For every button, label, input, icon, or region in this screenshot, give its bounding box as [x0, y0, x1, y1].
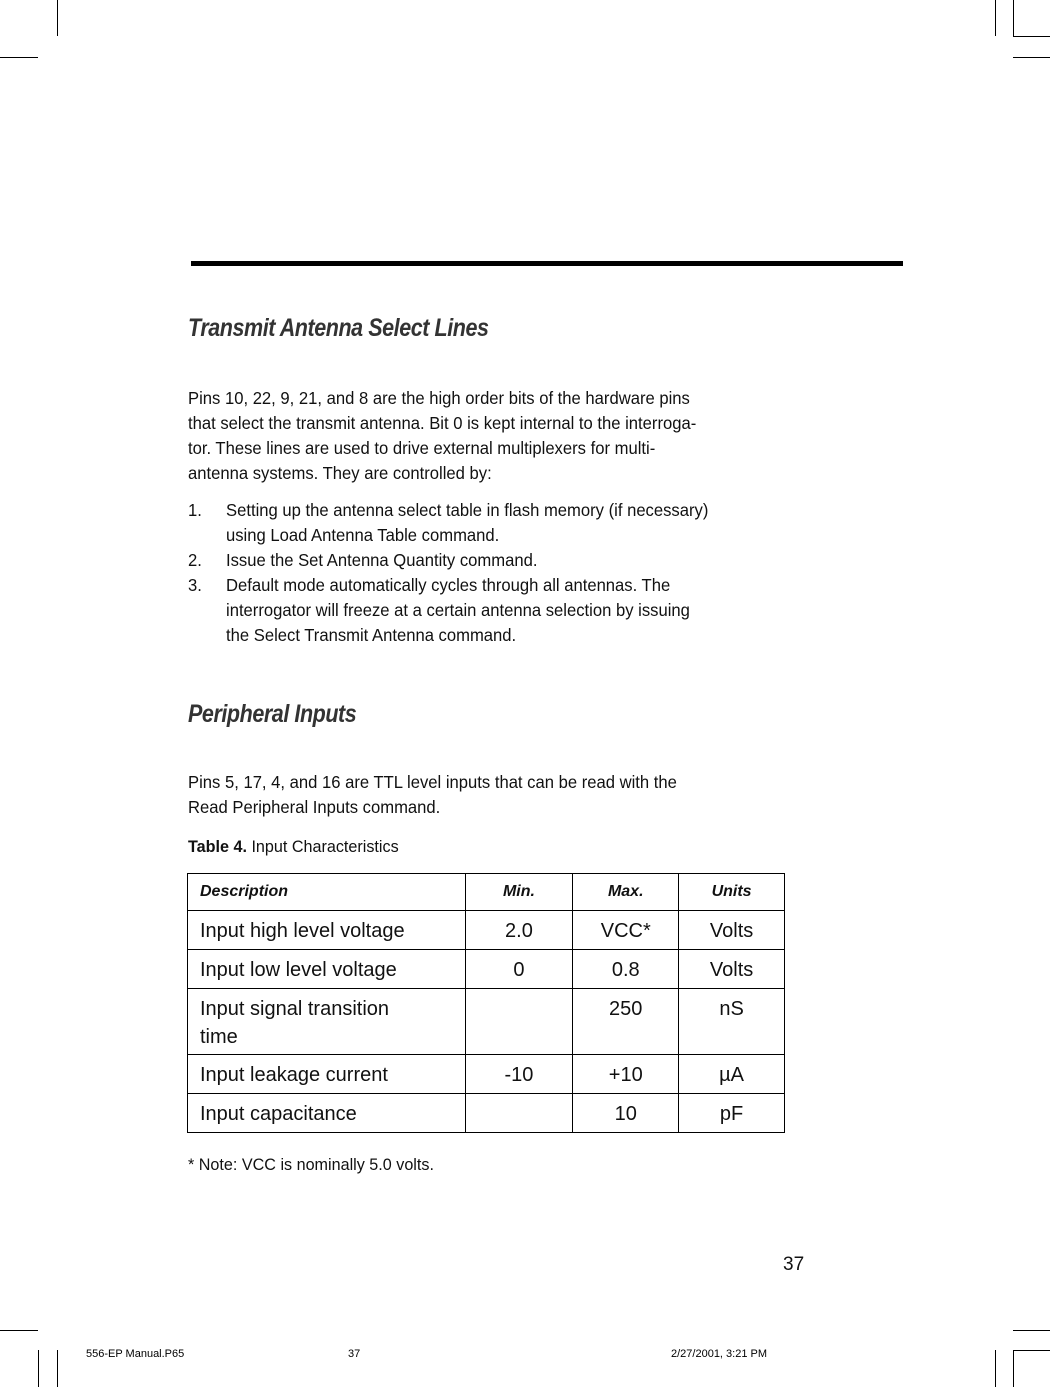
- transmit-antenna-paragraph: [188, 386, 796, 486]
- control-steps-list: [188, 498, 796, 648]
- table-row: [188, 950, 785, 989]
- list-number: 2.: [188, 550, 202, 570]
- cell-description: [188, 989, 466, 1055]
- cell-units: nS: [679, 989, 785, 1055]
- cell-description: Input low level voltage: [188, 950, 466, 989]
- peripheral-inputs-paragraph: [188, 770, 796, 820]
- cell-description-line: Input signal transition: [200, 998, 390, 1020]
- paragraph-line: antenna systems. They are controlled by:: [188, 463, 492, 483]
- cell-min: [465, 1094, 573, 1133]
- table-header-row: [188, 874, 785, 911]
- table-caption: [188, 834, 399, 859]
- column-header-max: Max.: [573, 874, 679, 911]
- crop-mark: [38, 1350, 39, 1387]
- column-header-description: Description: [188, 874, 466, 911]
- cell-max: VCC*: [573, 911, 679, 950]
- column-header-units: Units: [679, 874, 785, 911]
- cell-description: Input high level voltage: [188, 911, 466, 950]
- input-characteristics-table: [187, 873, 785, 1133]
- cell-units: Volts: [679, 950, 785, 989]
- list-line: interrogator will freeze at a certain antenna selection by issuing: [226, 600, 690, 620]
- crop-mark: [1013, 1350, 1014, 1387]
- crop-mark: [995, 0, 996, 36]
- section-heading-transmit-antenna: Transmit Antenna Select Lines: [188, 314, 489, 342]
- cell-units: Volts: [679, 911, 785, 950]
- footer-filename: 556-EP Manual.P65: [86, 1348, 185, 1360]
- table-caption-label: Table 4.: [188, 837, 247, 856]
- cell-min: 2.0: [465, 911, 573, 950]
- section-heading-peripheral-inputs: Peripheral Inputs: [188, 700, 357, 728]
- column-header-min: Min.: [465, 874, 573, 911]
- list-item: [188, 573, 796, 648]
- cell-min: 0: [465, 950, 573, 989]
- list-item: [188, 548, 796, 573]
- crop-mark: [0, 57, 38, 58]
- crop-mark: [0, 1330, 38, 1331]
- list-line: Default mode automatically cycles through all antennas. The: [226, 575, 671, 595]
- list-line: Issue the Set Antenna Quantity command.: [226, 550, 538, 570]
- page-number: 37: [783, 1254, 805, 1275]
- table-caption-text: Input Characteristics: [251, 837, 399, 856]
- table-row: [188, 1094, 785, 1133]
- crop-mark: [57, 1350, 58, 1387]
- cell-description-line: time: [200, 1026, 238, 1048]
- cell-max: 10: [573, 1094, 679, 1133]
- paragraph-line: Read Peripheral Inputs command.: [188, 797, 441, 817]
- cell-units: µA: [679, 1055, 785, 1094]
- paragraph-line: that select the transmit antenna. Bit 0 is kept internal to the interroga-: [188, 413, 697, 433]
- cell-max: 0.8: [573, 950, 679, 989]
- list-line: Setting up the antenna select table in flash memory (if necessary): [226, 500, 709, 520]
- list-item: [188, 498, 796, 548]
- cell-units: pF: [679, 1094, 785, 1133]
- crop-mark: [1013, 1350, 1050, 1351]
- crop-mark: [1013, 57, 1050, 58]
- crop-mark: [57, 0, 58, 36]
- top-rule: [191, 261, 903, 266]
- cell-max: +10: [573, 1055, 679, 1094]
- footer-timestamp: 2/27/2001, 3:21 PM: [671, 1348, 768, 1360]
- crop-mark: [1013, 36, 1050, 37]
- cell-min: -10: [465, 1055, 573, 1094]
- paragraph-line: Pins 5, 17, 4, and 16 are TTL level inputs that can be read with the: [188, 772, 677, 792]
- cell-description: Input capacitance: [188, 1094, 466, 1133]
- paragraph-line: tor. These lines are used to drive external multiplexers for multi-: [188, 438, 656, 458]
- crop-mark: [995, 1350, 996, 1387]
- table-row: [188, 911, 785, 950]
- list-line: the Select Transmit Antenna command.: [226, 625, 517, 645]
- footer-page: 37: [348, 1348, 361, 1360]
- table-row: [188, 989, 785, 1055]
- paragraph-line: Pins 10, 22, 9, 21, and 8 are the high order bits of the hardware pins: [188, 388, 690, 408]
- table-note: * Note: VCC is nominally 5.0 volts.: [188, 1155, 434, 1174]
- list-number: 3.: [188, 575, 202, 595]
- table-row: [188, 1055, 785, 1094]
- cell-description: Input leakage current: [188, 1055, 466, 1094]
- cell-max: 250: [573, 989, 679, 1055]
- list-line: using Load Antenna Table command.: [226, 525, 500, 545]
- crop-mark: [1013, 1330, 1050, 1331]
- crop-mark: [1013, 0, 1014, 36]
- list-number: 1.: [188, 500, 202, 520]
- cell-min: [465, 989, 573, 1055]
